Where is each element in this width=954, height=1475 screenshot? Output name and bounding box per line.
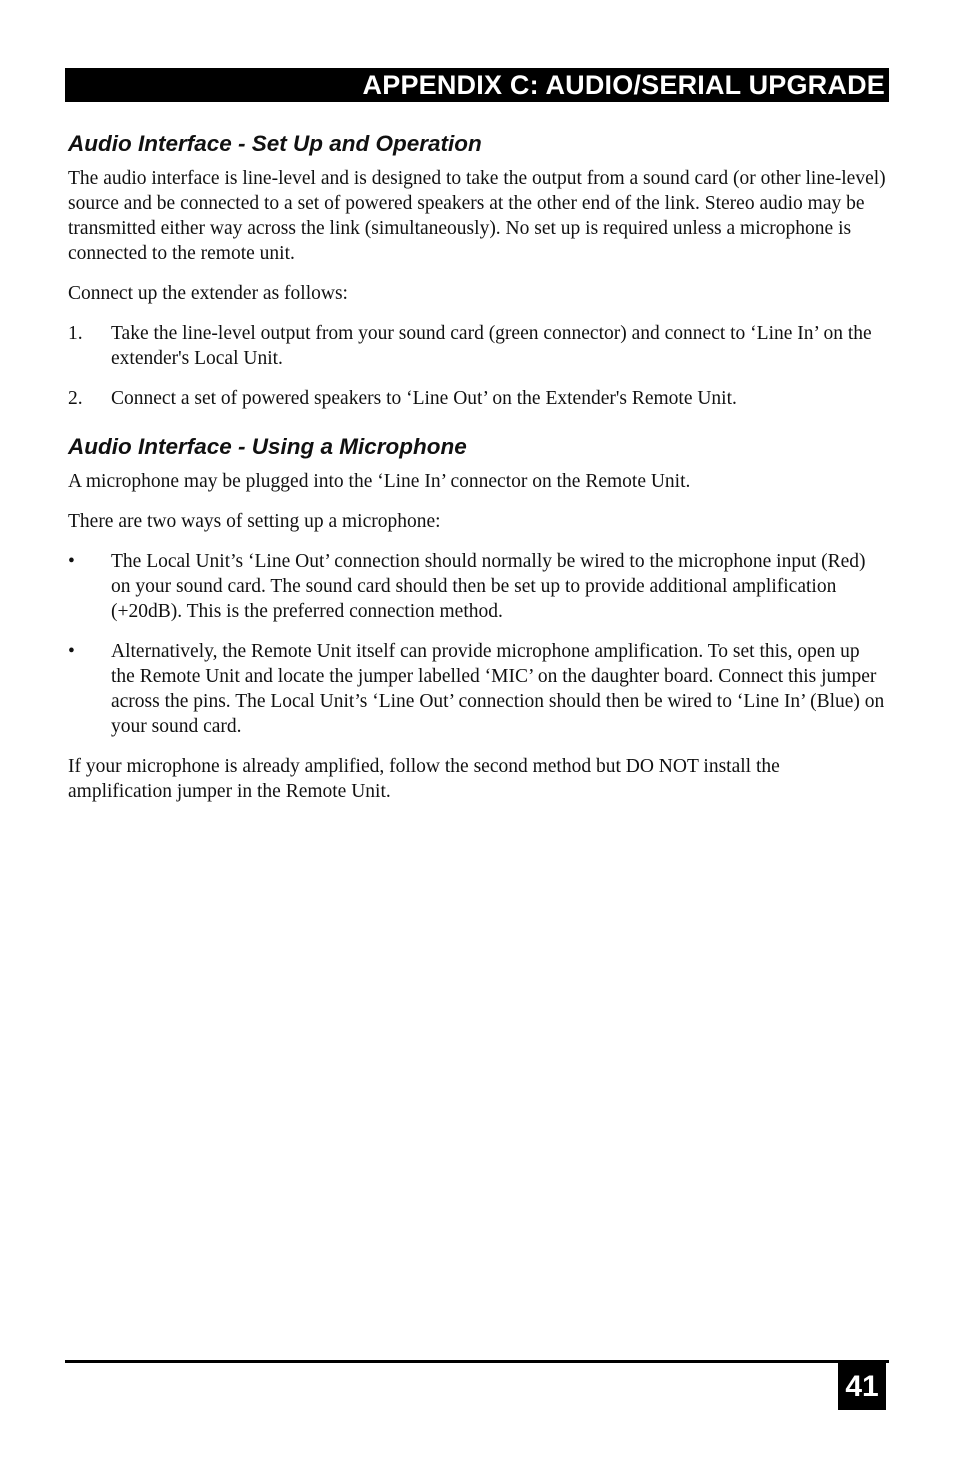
header-bar (65, 68, 889, 102)
bullet-list-item (68, 639, 888, 739)
numbered-list-item (68, 321, 888, 371)
page-content (68, 130, 888, 819)
microphone-paragraph-2: There are two ways of setting up a microphone: (68, 511, 441, 532)
footer-divider (65, 1360, 889, 1363)
list-item-text: The Local Unit’s ‘Line Out’ connection should normally be wired to the microphone input (Red) on your sound card. The sound card should then be set up to provide additional amplification (+20dB). This is the preferred connection method. (111, 551, 866, 622)
numbered-list-item (68, 386, 888, 411)
list-item-text: Connect a set of powered speakers to ‘Line Out’ on the Extender's Remote Unit. (111, 388, 737, 409)
section-heading-microphone: Audio Interface - Using a Microphone (68, 434, 467, 459)
page-number: 41 (838, 1363, 886, 1410)
bullet-icon: • (68, 551, 75, 572)
list-item-text: Take the line-level output from your sound card (green connector) and connect to ‘Line In’ on the extender's Local Unit. (111, 323, 872, 369)
setup-lead-paragraph: Connect up the extender as follows: (68, 283, 348, 304)
microphone-paragraph-1: A microphone may be plugged into the ‘Line In’ connector on the Remote Unit. (68, 471, 691, 492)
bullet-list-item (68, 549, 888, 624)
microphone-closing-paragraph: If your microphone is already amplified, follow the second method but DO NOT install the amplification jumper in the Remote Unit. (68, 756, 780, 802)
setup-intro-paragraph: The audio interface is line-level and is designed to take the output from a sound card (or other line-level) source and be connected to a set of powered speakers at the other end of the link. Stereo audio may be transmitted either way across the link (simultaneously). No set up is required unless a microphone is connected to the remote unit. (68, 168, 886, 264)
page-title: APPENDIX C: AUDIO/SERIAL UPGRADE (362, 70, 885, 100)
list-number: 2. (68, 388, 83, 409)
list-number: 1. (68, 323, 83, 344)
list-item-text: Alternatively, the Remote Unit itself can provide microphone amplification. To set this, open up the Remote Unit and locate the jumper labelled ‘MIC’ on the daughter board. Connect this jumper across the pins. The Local Unit’s ‘Line Out’ connection should then be wired to ‘Line In’ (Blue) on your sound card. (111, 641, 885, 737)
bullet-icon: • (68, 641, 75, 662)
section-heading-setup: Audio Interface - Set Up and Operation (68, 131, 482, 156)
